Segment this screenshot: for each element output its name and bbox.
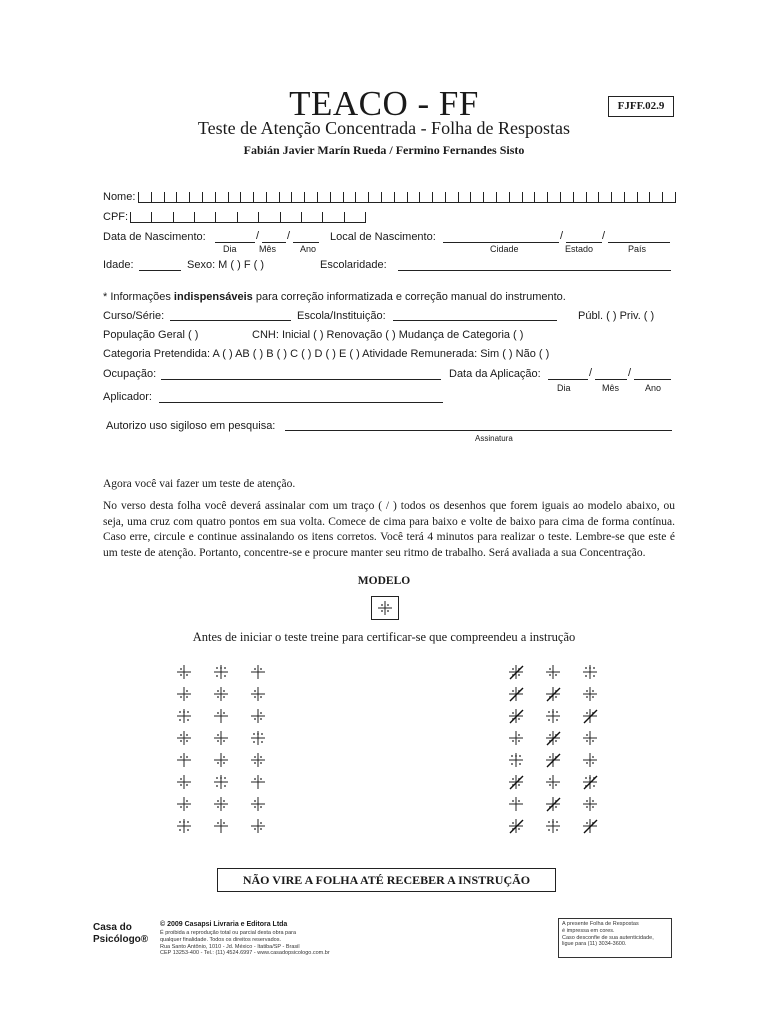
cpf-label: CPF:	[103, 211, 129, 223]
rights-address: É proibida a reprodução total ou parcial desta obra para qualquer finalidade. Todos os direitos reservados. Rua Santo Antônio, 1010 - Jd. México - Itatiba/SP - Brasil CEP 13253-400 - Tel.: (11) 4524.6997 - www.casadopsicologo.com.br	[160, 930, 330, 957]
estado-caption: Estado	[565, 244, 594, 254]
practice-figure-icon[interactable]	[545, 664, 561, 680]
autorizo-label: Autorizo uso sigiloso em pesquisa:	[106, 420, 276, 432]
practice-figure-icon[interactable]	[508, 818, 524, 834]
cidade-field[interactable]	[443, 242, 559, 243]
modelo-cross-icon	[372, 597, 398, 619]
ocupacao-label: Ocupação:	[103, 368, 157, 380]
test-authors: Fabián Javier Marín Rueda / Fermino Fernandes Sisto	[243, 143, 525, 157]
nome-field[interactable]	[138, 190, 676, 203]
practice-figure-icon[interactable]	[582, 686, 598, 702]
escolaridade-label: Escolaridade:	[320, 259, 387, 271]
data-aplicacao-label: Data da Aplicação:	[449, 368, 541, 380]
practice-figure-icon[interactable]	[508, 752, 524, 768]
practice-figure-icon[interactable]	[508, 686, 524, 702]
practice-figure-icon[interactable]	[250, 818, 266, 834]
practice-figure-icon[interactable]	[213, 708, 229, 724]
practice-figure-icon[interactable]	[213, 818, 229, 834]
sexo-options[interactable]: Sexo: M ( ) F ( )	[187, 259, 264, 271]
nome-label: Nome:	[103, 191, 136, 203]
practice-figure-icon[interactable]	[508, 708, 524, 724]
nascimento-dia-field[interactable]	[215, 242, 255, 243]
test-title: TEACO - FF	[289, 84, 479, 123]
practice-figure-icon[interactable]	[250, 664, 266, 680]
aplicacao-ano-caption: Ano	[645, 383, 662, 393]
practice-figure-icon[interactable]	[582, 664, 598, 680]
practice-figure-icon[interactable]	[250, 774, 266, 790]
aplicador-label: Aplicador:	[103, 391, 152, 403]
warning-box: NÃO VIRE A FOLHA ATÉ RECEBER A INSTRUÇÃO	[217, 868, 556, 892]
practice-figure-icon[interactable]	[176, 818, 192, 834]
practice-figure-icon[interactable]	[582, 708, 598, 724]
practice-figure-icon[interactable]	[545, 752, 561, 768]
practice-figure-icon[interactable]	[176, 686, 192, 702]
escola-label: Escola/Instituição:	[297, 310, 386, 322]
ano-caption: Ano	[300, 244, 317, 254]
publ-priv-options[interactable]: Públ. ( ) Priv. ( )	[578, 310, 655, 322]
practice-figure-icon[interactable]	[545, 730, 561, 746]
cnh-options[interactable]: CNH: Inicial ( ) Renovação ( ) Mudança de Categoria ( )	[252, 329, 524, 341]
practice-figure-icon[interactable]	[582, 796, 598, 812]
practice-figure-icon[interactable]	[176, 752, 192, 768]
mes-caption: Mês	[259, 244, 277, 254]
curso-label: Curso/Série:	[103, 310, 165, 322]
categoria-options[interactable]: Categoria Pretendida: A ( ) AB ( ) B ( ) C ( ) D ( ) E ( ) Atividade Remunerada: Sim ( ) Não ( )	[103, 348, 550, 360]
cpf-field[interactable]	[130, 210, 366, 223]
practice-figure-icon[interactable]	[582, 730, 598, 746]
practice-figure-icon[interactable]	[508, 774, 524, 790]
modelo-title: MODELO	[357, 575, 411, 587]
copyright: © 2009 Casapsi Livraria e Editora Ltda	[160, 921, 288, 928]
practice-figure-icon[interactable]	[176, 796, 192, 812]
practice-figure-icon[interactable]	[545, 708, 561, 724]
practice-figure-icon[interactable]	[213, 752, 229, 768]
data-nascimento-label: Data de Nascimento:	[103, 231, 206, 243]
nascimento-ano-field[interactable]	[293, 242, 319, 243]
practice-figure-icon[interactable]	[508, 730, 524, 746]
practice-figure-icon[interactable]	[508, 664, 524, 680]
pais-caption: País	[628, 244, 647, 254]
aplicador-field[interactable]	[159, 402, 443, 403]
practice-figure-icon[interactable]	[213, 686, 229, 702]
practice-figure-icon[interactable]	[545, 686, 561, 702]
practice-figure-icon[interactable]	[250, 708, 266, 724]
practice-figure-icon[interactable]	[545, 796, 561, 812]
idade-field[interactable]	[139, 270, 181, 271]
modelo-box	[371, 596, 399, 620]
aplicacao-dia-field[interactable]	[548, 379, 588, 380]
assinatura-field[interactable]	[285, 430, 672, 431]
practice-figure-icon[interactable]	[176, 730, 192, 746]
practice-figure-icon[interactable]	[250, 752, 266, 768]
practice-figure-icon[interactable]	[250, 796, 266, 812]
practice-figure-icon[interactable]	[213, 796, 229, 812]
escolaridade-field[interactable]	[398, 270, 671, 271]
practice-figure-icon[interactable]	[176, 774, 192, 790]
practice-figure-icon[interactable]	[213, 664, 229, 680]
escola-field[interactable]	[393, 320, 557, 321]
practice-figure-icon[interactable]	[582, 818, 598, 834]
authenticity-notice: A presente Folha de Respostas é impressa em cores. Caso desconfie de sua autenticidade, ligue para (11) 3034-3600.	[558, 918, 672, 958]
practice-figure-icon[interactable]	[250, 686, 266, 702]
practice-figure-icon[interactable]	[213, 730, 229, 746]
cidade-caption: Cidade	[490, 244, 519, 254]
instructions-intro: Agora você vai fazer um teste de atenção.	[103, 478, 296, 490]
populacao-option[interactable]: População Geral ( )	[103, 329, 199, 341]
practice-figure-icon[interactable]	[176, 708, 192, 724]
local-nascimento-label: Local de Nascimento:	[330, 231, 436, 243]
aplicacao-dia-caption: Dia	[557, 383, 571, 393]
test-subtitle: Teste de Atenção Concentrada - Folha de Respostas	[197, 118, 571, 138]
practice-instruction: Antes de iniciar o teste treine para certificar-se que compreendeu a instrução	[192, 630, 576, 644]
aplicacao-mes-field[interactable]	[595, 379, 627, 380]
pais-field[interactable]	[608, 242, 670, 243]
practice-figure-icon[interactable]	[250, 730, 266, 746]
assinatura-caption: Assinatura	[475, 434, 513, 443]
practice-figure-icon[interactable]	[545, 818, 561, 834]
idade-label: Idade:	[103, 259, 134, 271]
practice-figure-icon[interactable]	[508, 796, 524, 812]
instructions-body: No verso desta folha você deverá assinalar com um traço ( / ) todos os desenhos que forem iguais ao modelo abaixo, ou seja, uma cruz com quatro pontos em sua volta. Comece de cima para baixo e volte de baixo para cima de forma contínua. Caso erre, circule e continue assinalando os itens corretos. Você terá 4 minutos para realizar o teste. Lembre-se que este é um teste de atenção. Portanto, concentre-se e procure manter seu ritmo de trabalho. Será avaliada a sua Concentração.	[103, 500, 675, 559]
practice-figure-icon[interactable]	[545, 774, 561, 790]
ocupacao-field[interactable]	[161, 379, 441, 380]
nascimento-mes-field[interactable]	[262, 242, 286, 243]
publisher-logo: Casa do Psicólogo®	[93, 922, 149, 945]
info-note: * Informações indispensáveis para correção informatizada e correção manual do instrumento.	[103, 291, 566, 303]
practice-figure-icon[interactable]	[213, 774, 229, 790]
curso-field[interactable]	[170, 320, 291, 321]
estado-field[interactable]	[566, 242, 602, 243]
aplicacao-mes-caption: Mês	[602, 383, 620, 393]
practice-figure-icon[interactable]	[582, 752, 598, 768]
dia-caption: Dia	[223, 244, 237, 254]
aplicacao-ano-field[interactable]	[634, 379, 671, 380]
practice-figure-icon[interactable]	[582, 774, 598, 790]
form-code-badge: FJFF.02.9	[608, 96, 674, 117]
practice-figure-icon[interactable]	[176, 664, 192, 680]
